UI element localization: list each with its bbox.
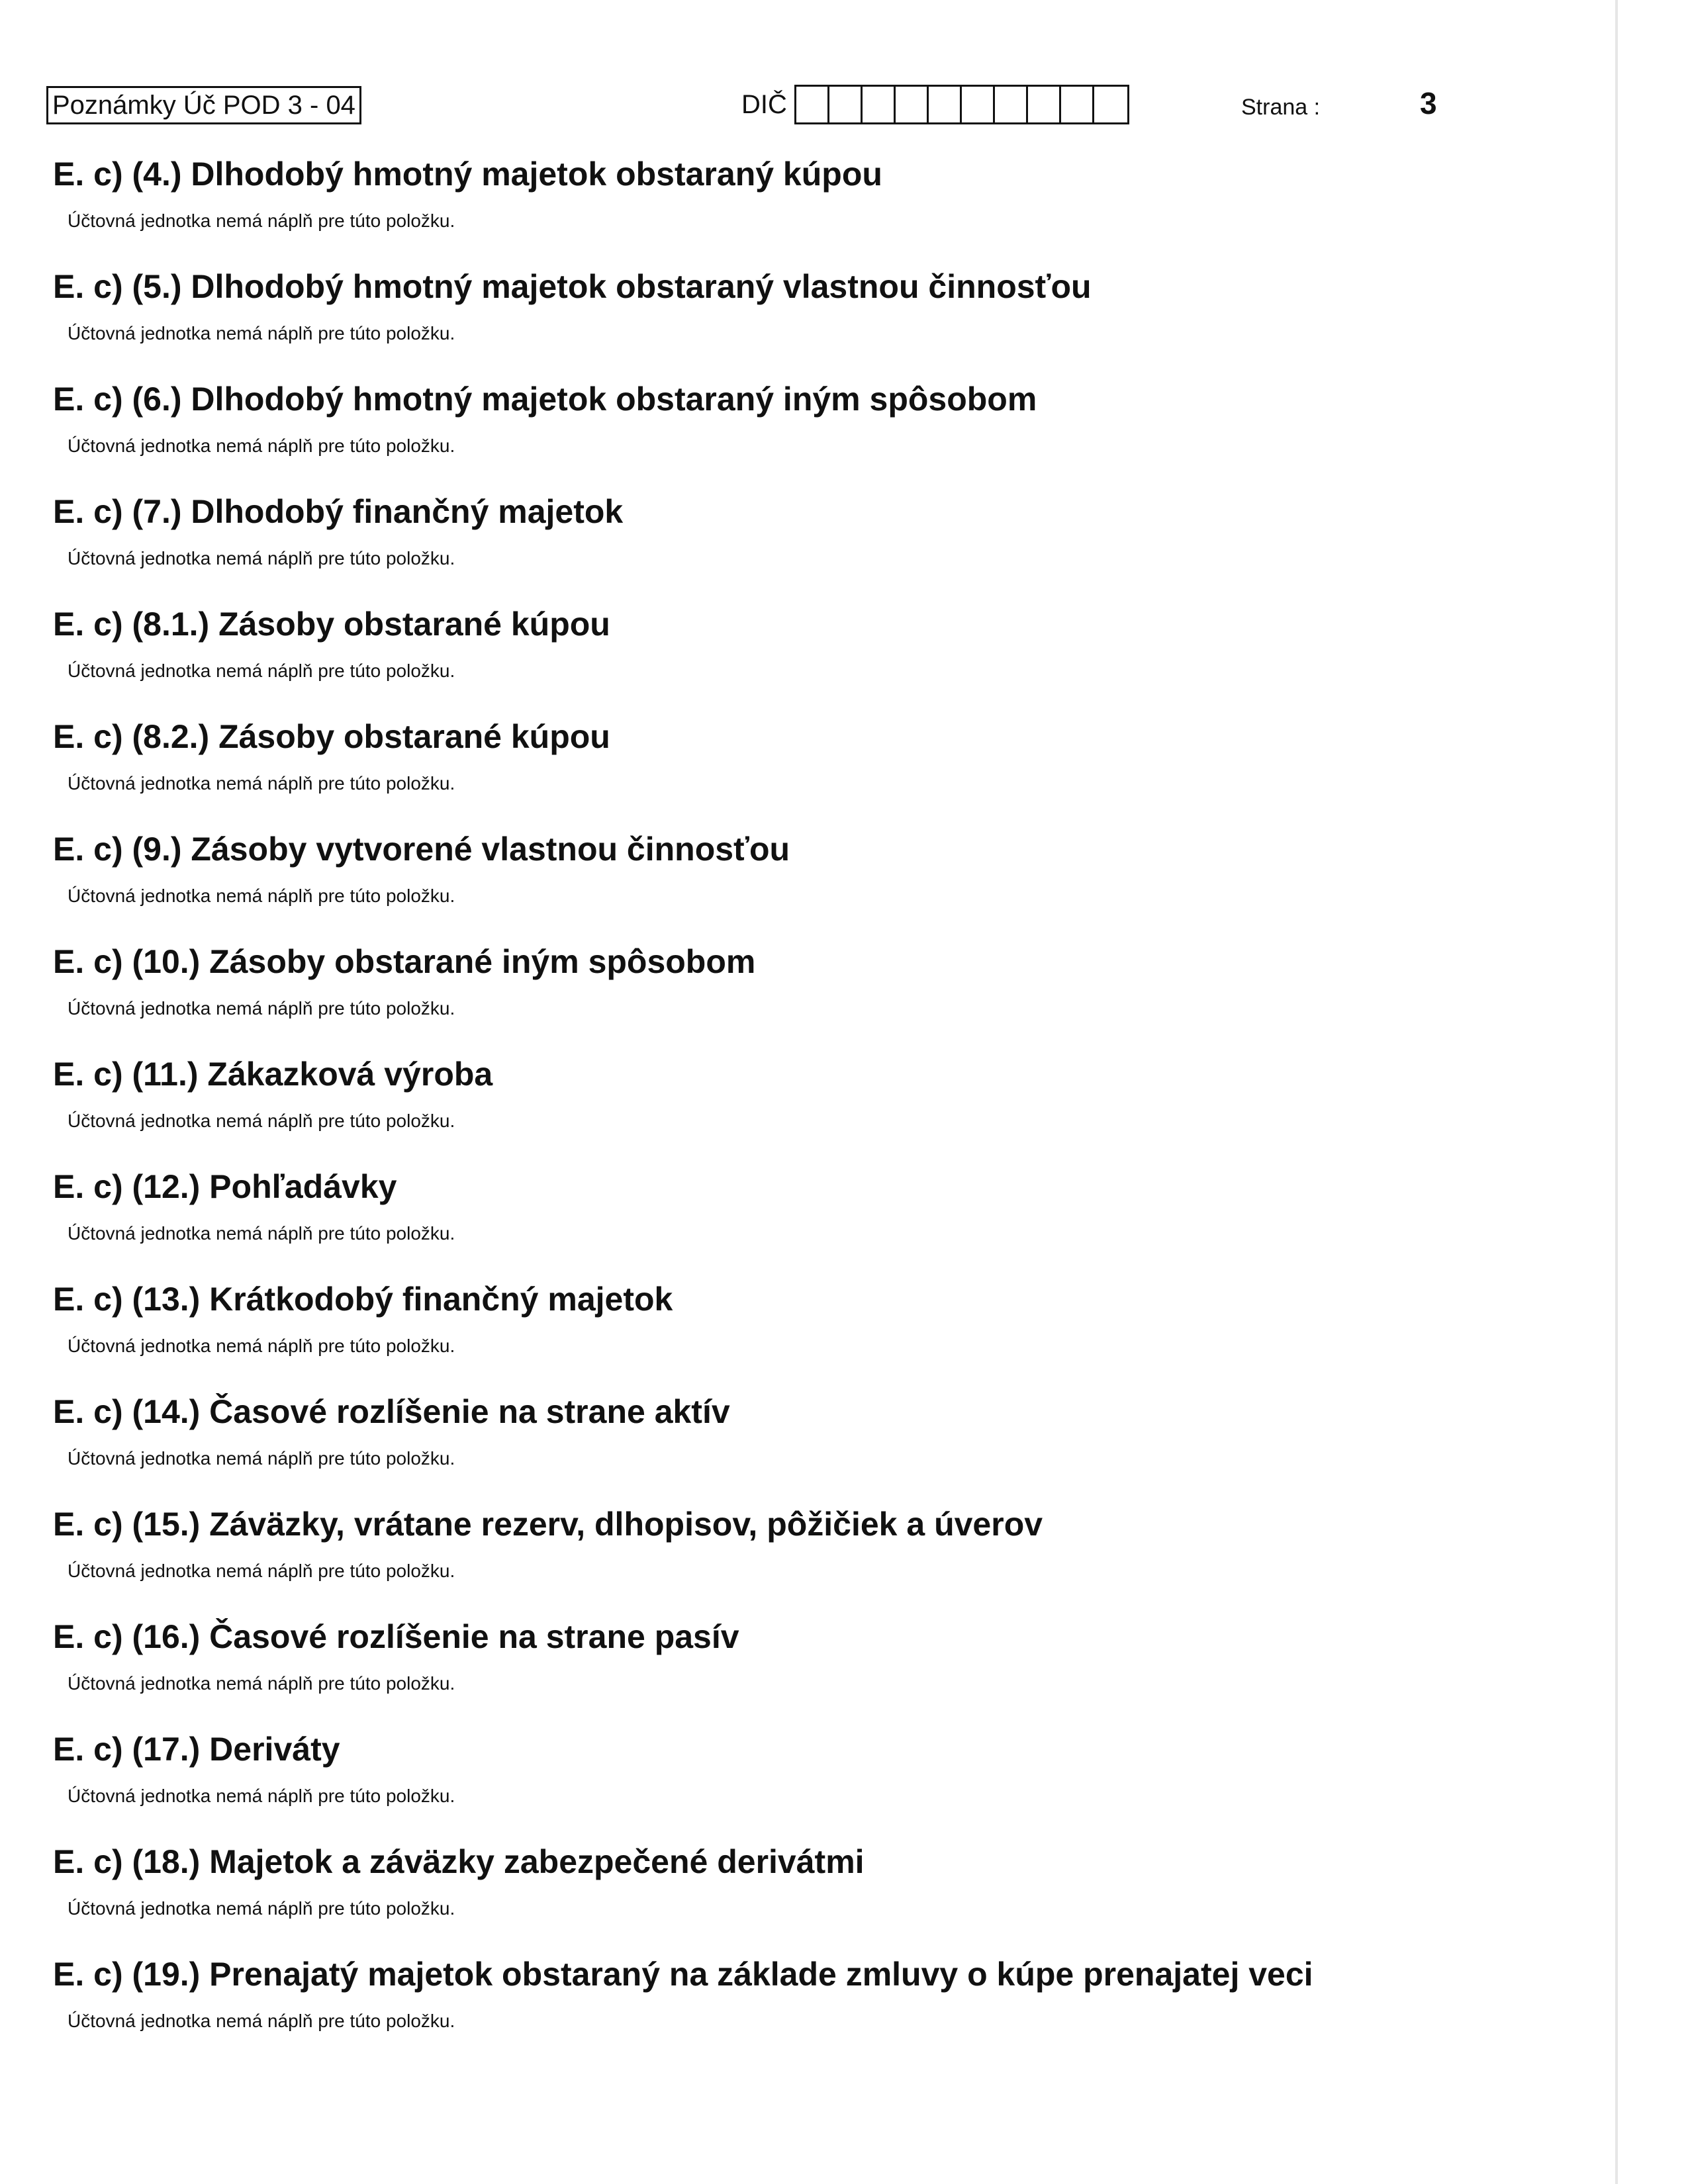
page-header	[46, 85, 1470, 124]
section-note: Účtovná jednotka nemá náplň pre túto položku.	[68, 998, 455, 1019]
section-note: Účtovná jednotka nemá náplň pre túto položku.	[68, 773, 455, 794]
section-title: E. c) (14.) Časové rozlíšenie na strane aktív	[53, 1393, 730, 1430]
section-title: E. c) (10.) Zásoby obstarané iným spôsobom	[53, 943, 756, 980]
section-e-c-19	[53, 1951, 1509, 2064]
dic-digit-box[interactable]	[863, 87, 896, 122]
section-title: E. c) (6.) Dlhodobý hmotný majetok obstaraný iným spôsobom	[53, 381, 1037, 418]
section-note: Účtovná jednotka nemá náplň pre túto položku.	[68, 1448, 455, 1469]
section-title: E. c) (17.) Deriváty	[53, 1731, 340, 1768]
section-e-c-7	[53, 488, 1509, 601]
section-title: E. c) (11.) Zákazková výroba	[53, 1056, 493, 1093]
section-e-c-9	[53, 826, 1509, 938]
section-title: E. c) (15.) Záväzky, vrátane rezerv, dlhopisov, pôžičiek a úverov	[53, 1506, 1043, 1543]
dic-digit-box[interactable]	[829, 87, 863, 122]
section-note: Účtovná jednotka nemá náplň pre túto položku.	[68, 210, 455, 231]
section-note: Účtovná jednotka nemá náplň pre túto položku.	[68, 1336, 455, 1356]
section-e-c-14	[53, 1388, 1509, 1501]
section-e-c-18	[53, 1839, 1509, 1951]
notes-sections	[53, 151, 1509, 2064]
page-number: 3	[1420, 86, 1437, 120]
section-e-c-6	[53, 376, 1509, 488]
section-e-c-10	[53, 938, 1509, 1051]
section-note: Účtovná jednotka nemá náplň pre túto položku.	[68, 1898, 455, 1919]
dic-digit-box[interactable]	[929, 87, 962, 122]
dic-field[interactable]	[794, 85, 1129, 124]
section-title: E. c) (16.) Časové rozlíšenie na strane pasív	[53, 1618, 739, 1655]
dic-digit-box[interactable]	[995, 87, 1028, 122]
form-id-box: Poznámky Úč POD 3 - 04	[46, 86, 361, 124]
section-note: Účtovná jednotka nemá náplň pre túto položku.	[68, 1111, 455, 1131]
section-note: Účtovná jednotka nemá náplň pre túto položku.	[68, 323, 455, 343]
section-e-c-5	[53, 263, 1509, 376]
section-e-c-15	[53, 1501, 1509, 1614]
section-title: E. c) (9.) Zásoby vytvorené vlastnou činnosťou	[53, 831, 790, 868]
section-note: Účtovná jednotka nemá náplň pre túto položku.	[68, 886, 455, 906]
section-note: Účtovná jednotka nemá náplň pre túto položku.	[68, 1786, 455, 1806]
section-title: E. c) (4.) Dlhodobý hmotný majetok obstaraný kúpou	[53, 156, 882, 193]
dic-digit-box[interactable]	[962, 87, 995, 122]
dic-digit-box[interactable]	[1094, 87, 1127, 122]
section-title: E. c) (12.) Pohľadávky	[53, 1168, 397, 1205]
section-e-c-8-1	[53, 601, 1509, 713]
section-e-c-4	[53, 151, 1509, 263]
section-e-c-12	[53, 1163, 1509, 1276]
section-note: Účtovná jednotka nemá náplň pre túto položku.	[68, 435, 455, 456]
section-title: E. c) (8.2.) Zásoby obstarané kúpou	[53, 718, 610, 755]
section-note: Účtovná jednotka nemá náplň pre túto položku.	[68, 660, 455, 681]
section-title: E. c) (7.) Dlhodobý finančný majetok	[53, 493, 624, 530]
dic-digit-box[interactable]	[1028, 87, 1061, 122]
section-note: Účtovná jednotka nemá náplň pre túto položku.	[68, 1223, 455, 1244]
section-note: Účtovná jednotka nemá náplň pre túto položku.	[68, 1673, 455, 1694]
section-e-c-16	[53, 1614, 1509, 1726]
section-e-c-17	[53, 1726, 1509, 1839]
page-label: Strana :	[1241, 95, 1321, 120]
section-title: E. c) (18.) Majetok a záväzky zabezpečené derivátmi	[53, 1843, 865, 1880]
dic-label: DIČ	[741, 90, 787, 119]
section-title: E. c) (8.1.) Zásoby obstarané kúpou	[53, 606, 610, 643]
dic-digit-box[interactable]	[896, 87, 929, 122]
page-edge-shadow	[1615, 0, 1618, 2184]
dic-digit-box[interactable]	[796, 87, 829, 122]
section-note: Účtovná jednotka nemá náplň pre túto položku.	[68, 2011, 455, 2031]
section-e-c-8-2	[53, 713, 1509, 826]
dic-digit-box[interactable]	[1061, 87, 1094, 122]
section-title: E. c) (19.) Prenajatý majetok obstaraný na základe zmluvy o kúpe prenajatej veci	[53, 1956, 1313, 1993]
section-title: E. c) (13.) Krátkodobý finančný majetok	[53, 1281, 673, 1318]
section-note: Účtovná jednotka nemá náplň pre túto položku.	[68, 548, 455, 569]
section-title: E. c) (5.) Dlhodobý hmotný majetok obstaraný vlastnou činnosťou	[53, 268, 1092, 305]
section-note: Účtovná jednotka nemá náplň pre túto položku.	[68, 1561, 455, 1581]
section-e-c-11	[53, 1051, 1509, 1163]
section-e-c-13	[53, 1276, 1509, 1388]
